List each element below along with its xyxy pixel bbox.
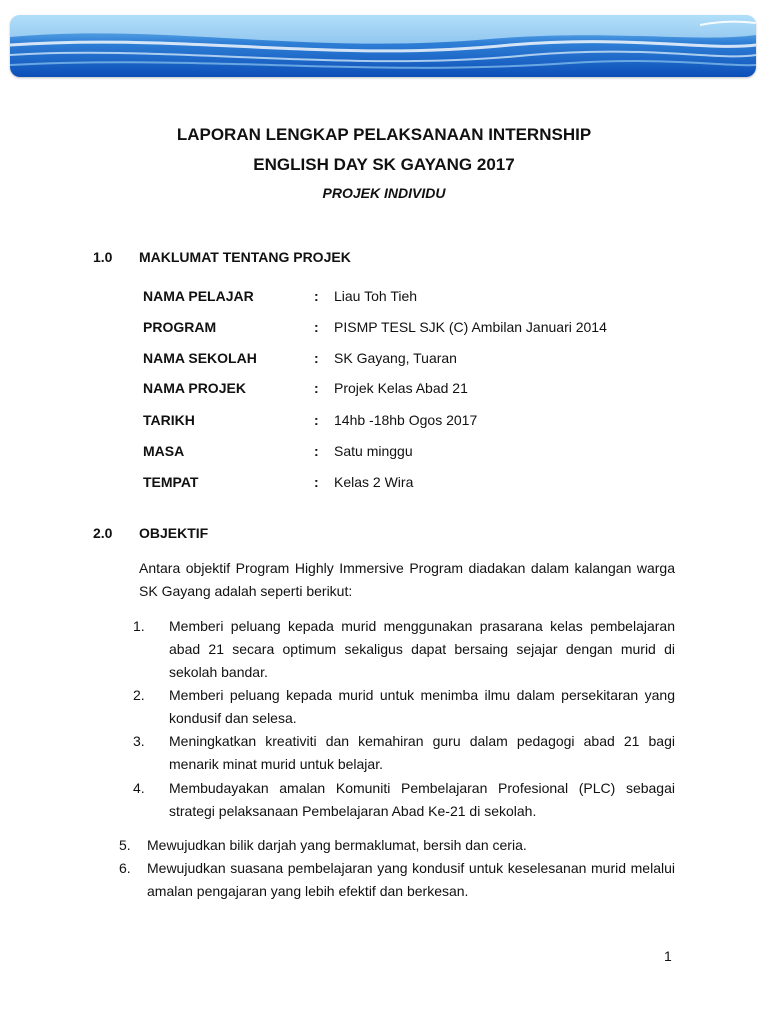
info-row (0, 380, 768, 400)
info-row (0, 443, 768, 463)
item-number: 3. (133, 733, 145, 749)
info-row (0, 288, 768, 308)
section2-number: 2.0 (93, 525, 113, 541)
separator: : (314, 474, 319, 490)
info-value: SK Gayang, Tuaran (334, 350, 457, 366)
info-label: NAMA PROJEK (143, 380, 246, 396)
header-banner (10, 15, 756, 77)
item-text: Meningkatkan kreativiti dan kemahiran guru dalam pedagogi abad 21 bagi menarik minat murid untuk belajar. (169, 733, 675, 772)
separator: : (314, 319, 319, 335)
item-number: 6. (119, 860, 131, 876)
report-subtitle: ENGLISH DAY SK GAYANG 2017 (253, 155, 515, 174)
item-text: Mewujudkan bilik darjah yang bermaklumat, bersih dan ceria. (147, 837, 527, 853)
item-number: 2. (133, 687, 145, 703)
separator: : (314, 412, 319, 428)
info-value: Kelas 2 Wira (334, 474, 414, 490)
info-value: PISMP TESL SJK (C) Ambilan Januari 2014 (334, 319, 607, 335)
item-text: Memberi peluang kepada murid untuk menimba ilmu dalam persekitaran yang kondusif dan selesa. (169, 687, 675, 726)
separator: : (314, 380, 319, 396)
page-number: 1 (664, 948, 672, 964)
wave-graphic (10, 15, 756, 77)
info-label: NAMA PELAJAR (143, 288, 254, 304)
item-number: 4. (133, 780, 145, 796)
item-number: 5. (119, 837, 131, 853)
info-row (0, 319, 768, 339)
separator: : (314, 350, 319, 366)
section1-number: 1.0 (93, 249, 113, 265)
separator: : (314, 443, 319, 459)
section2-title: OBJEKTIF (139, 525, 209, 541)
project-type: PROJEK INDIVIDU (322, 185, 446, 201)
info-row (0, 474, 768, 494)
info-label: MASA (143, 443, 185, 459)
item-text: Memberi peluang kepada murid menggunakan prasarana kelas pembelajaran abad 21 secara optimum sekaligus dapat bersaing sejajar dengan murid di sekolah bandar. (169, 618, 675, 680)
info-label: TARIKH (143, 412, 195, 428)
info-value: Liau Toh Tieh (334, 288, 418, 304)
info-value: Satu minggu (334, 443, 413, 459)
info-value: Projek Kelas Abad 21 (334, 380, 468, 396)
separator: : (314, 288, 319, 304)
item-text: Membudayakan amalan Komuniti Pembelajaran Profesional (PLC) sebagai strategi pelaksanaan Pembelajaran Abad Ke-21 di sekolah. (169, 780, 675, 819)
info-label: TEMPAT (143, 474, 199, 490)
info-label: NAMA SEKOLAH (143, 350, 257, 366)
info-row (0, 412, 768, 432)
info-row (0, 350, 768, 370)
objective-intro: Antara objektif Program Highly Immersive Program diadakan dalam kalangan warga SK Gayang adalah seperti berikut: (139, 560, 675, 599)
report-title: LAPORAN LENGKAP PELAKSANAAN INTERNSHIP (176, 125, 592, 144)
item-text: Mewujudkan suasana pembelajaran yang kondusif untuk keselesanan murid melalui amalan pengajaran yang lebih efektif dan berkesan. (147, 860, 675, 899)
section1-title: MAKLUMAT TENTANG PROJEK (139, 249, 351, 265)
info-label: PROGRAM (143, 319, 217, 335)
item-number: 1. (133, 618, 145, 634)
info-value: 14hb -18hb Ogos 2017 (334, 412, 478, 428)
